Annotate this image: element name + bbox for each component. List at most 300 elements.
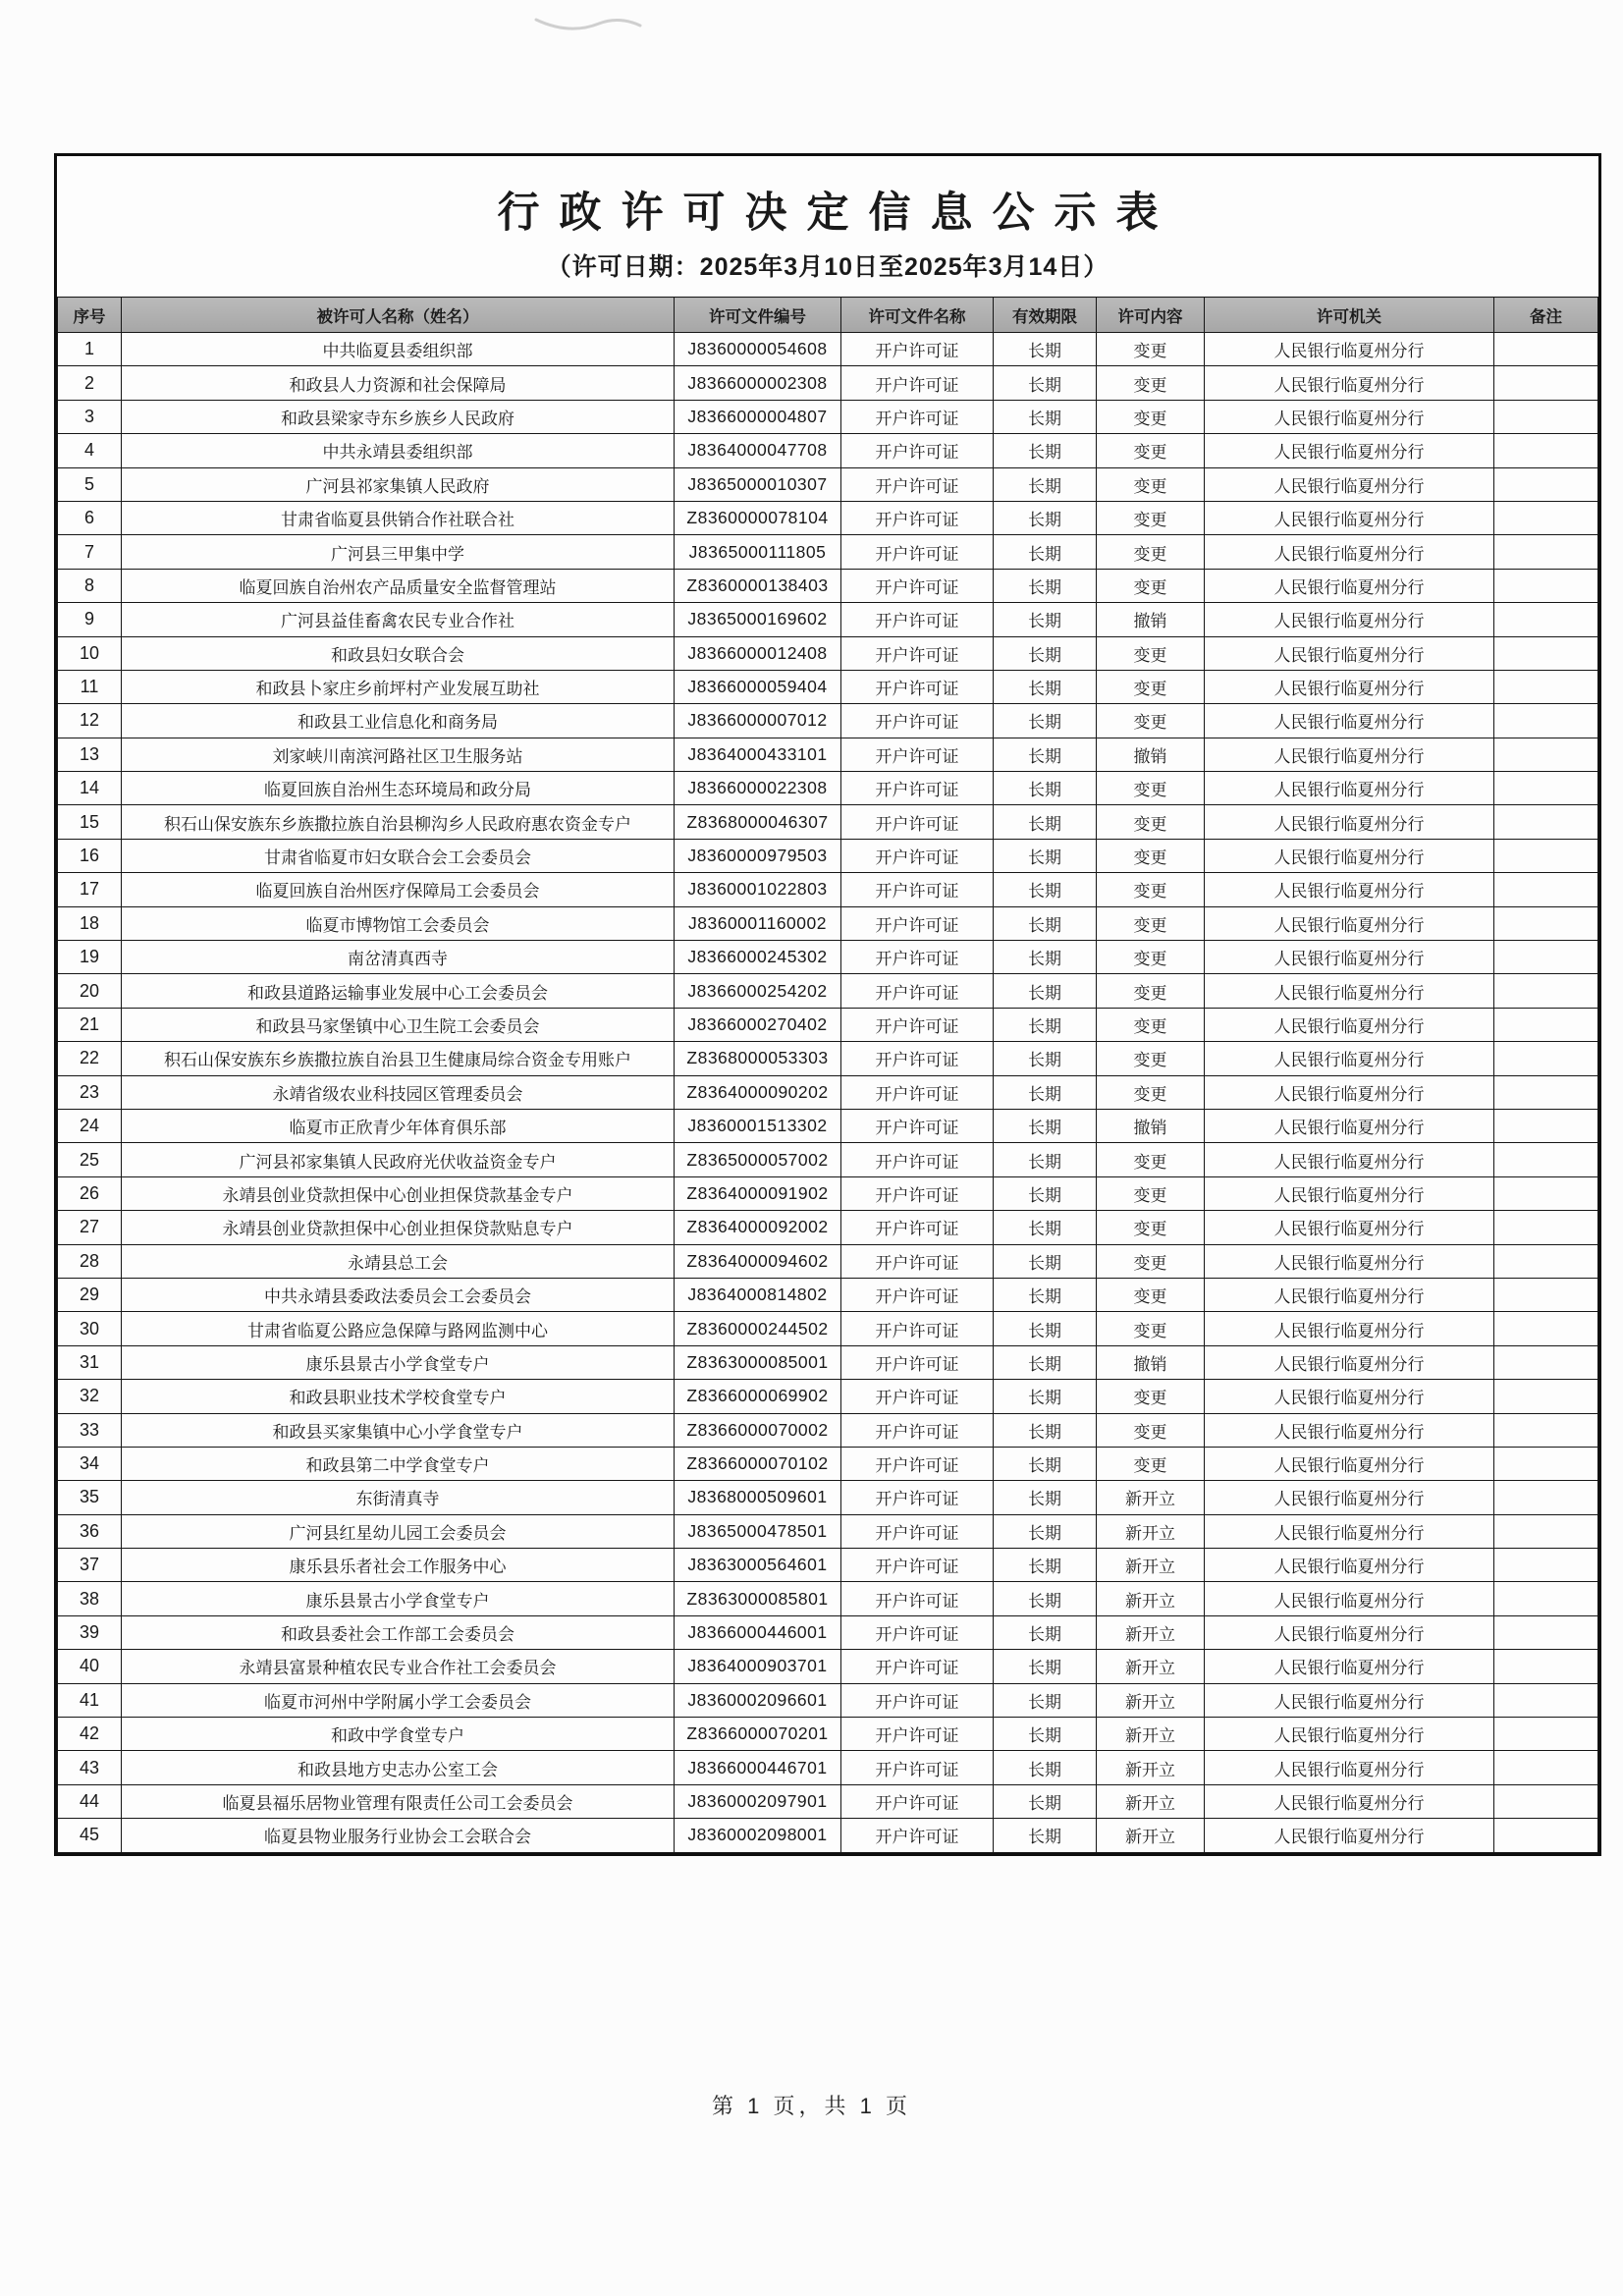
cell-licensee-name: 和政县地方史志办公室工会	[122, 1751, 675, 1784]
cell-seq: 10	[58, 636, 122, 670]
cell-authority: 人民银行临夏州分行	[1205, 1650, 1494, 1683]
cell-license-doc-name: 开户许可证	[841, 704, 994, 738]
cell-license-doc-name: 开户许可证	[841, 1075, 994, 1109]
cell-licensee-name: 康乐县乐者社会工作服务中心	[122, 1549, 675, 1582]
cell-licensee-name: 和政县买家集镇中心小学食堂专户	[122, 1413, 675, 1447]
cell-license-doc-name: 开户许可证	[841, 839, 994, 872]
table-row	[58, 1549, 1598, 1582]
cell-license-content: 变更	[1097, 467, 1205, 501]
cell-licensee-name: 积石山保安族东乡族撒拉族自治县卫生健康局综合资金专用账户	[122, 1042, 675, 1075]
cell-seq: 33	[58, 1413, 122, 1447]
cell-seq: 41	[58, 1683, 122, 1717]
cell-license-content: 新开立	[1097, 1549, 1205, 1582]
cell-validity: 长期	[994, 1784, 1097, 1818]
cell-validity: 长期	[994, 1176, 1097, 1210]
cell-authority: 人民银行临夏州分行	[1205, 1481, 1494, 1514]
cell-license-doc-name: 开户许可证	[841, 1143, 994, 1176]
cell-validity: 长期	[994, 1278, 1097, 1311]
cell-seq: 45	[58, 1819, 122, 1852]
cell-validity: 长期	[994, 1615, 1097, 1649]
table-row	[58, 1784, 1598, 1818]
cell-validity: 长期	[994, 1514, 1097, 1548]
page-title: 行政许可决定信息公示表	[497, 190, 1178, 237]
cell-seq: 42	[58, 1718, 122, 1751]
cell-validity: 长期	[994, 636, 1097, 670]
cell-licensee-name: 南岔清真西寺	[122, 941, 675, 974]
cell-validity: 长期	[994, 873, 1097, 906]
cell-seq: 14	[58, 772, 122, 805]
cell-remark	[1494, 1413, 1598, 1447]
cell-remark	[1494, 1751, 1598, 1784]
cell-licensee-name: 和政县工业信息化和商务局	[122, 704, 675, 738]
cell-license-content: 变更	[1097, 839, 1205, 872]
cell-licensee-name: 广河县祁家集镇人民政府光伏收益资金专户	[122, 1143, 675, 1176]
cell-license-no: J8360000054608	[675, 333, 841, 366]
cell-license-doc-name: 开户许可证	[841, 1549, 994, 1582]
cell-remark	[1494, 1211, 1598, 1244]
cell-license-content: 变更	[1097, 1042, 1205, 1075]
table-row	[58, 1683, 1598, 1717]
cell-authority: 人民银行临夏州分行	[1205, 1042, 1494, 1075]
cell-license-doc-name: 开户许可证	[841, 1751, 994, 1784]
cell-licensee-name: 和政县梁家寺东乡族乡人民政府	[122, 400, 675, 433]
cell-validity: 长期	[994, 1380, 1097, 1413]
cell-validity: 长期	[994, 772, 1097, 805]
cell-license-no: J8364000814802	[675, 1278, 841, 1311]
cell-license-content: 新开立	[1097, 1819, 1205, 1852]
cell-authority: 人民银行临夏州分行	[1205, 1278, 1494, 1311]
cell-licensee-name: 临夏回族自治州医疗保障局工会委员会	[122, 873, 675, 906]
cell-license-doc-name: 开户许可证	[841, 467, 994, 501]
table-row	[58, 1650, 1598, 1683]
cell-remark	[1494, 974, 1598, 1008]
cell-license-content: 变更	[1097, 1380, 1205, 1413]
cell-seq: 7	[58, 535, 122, 569]
cell-remark	[1494, 569, 1598, 602]
cell-remark	[1494, 805, 1598, 839]
cell-license-no: J8365000010307	[675, 467, 841, 501]
table-row	[58, 366, 1598, 400]
column-header-license-no: 许可文件编号	[675, 298, 841, 333]
cell-remark	[1494, 1075, 1598, 1109]
cell-authority: 人民银行临夏州分行	[1205, 333, 1494, 366]
cell-license-no: J8366000059404	[675, 670, 841, 703]
cell-license-no: J8368000509601	[675, 1481, 841, 1514]
cell-license-no: J8364000047708	[675, 434, 841, 467]
cell-authority: 人民银行临夏州分行	[1205, 569, 1494, 602]
column-header-license-doc-name: 许可文件名称	[841, 298, 994, 333]
cell-license-doc-name: 开户许可证	[841, 1582, 994, 1615]
cell-validity: 长期	[994, 1751, 1097, 1784]
cell-remark	[1494, 873, 1598, 906]
cell-authority: 人民银行临夏州分行	[1205, 906, 1494, 940]
column-header-remark: 备注	[1494, 298, 1598, 333]
table-row	[58, 1380, 1598, 1413]
cell-authority: 人民银行临夏州分行	[1205, 1345, 1494, 1379]
cell-license-no: J8366000002308	[675, 366, 841, 400]
cell-license-doc-name: 开户许可证	[841, 1008, 994, 1041]
cell-license-no: Z8364000094602	[675, 1244, 841, 1278]
cell-license-doc-name: 开户许可证	[841, 1345, 994, 1379]
cell-license-no: Z8364000092002	[675, 1211, 841, 1244]
cell-license-doc-name: 开户许可证	[841, 1042, 994, 1075]
cell-validity: 长期	[994, 603, 1097, 636]
cell-license-content: 变更	[1097, 1447, 1205, 1480]
cell-validity: 长期	[994, 1312, 1097, 1345]
cell-licensee-name: 甘肃省临夏公路应急保障与路网监测中心	[122, 1312, 675, 1345]
cell-licensee-name: 和政县第二中学食堂专户	[122, 1447, 675, 1480]
document-frame	[54, 153, 1601, 1856]
cell-authority: 人民银行临夏州分行	[1205, 974, 1494, 1008]
cell-license-content: 变更	[1097, 941, 1205, 974]
table-row	[58, 1109, 1598, 1142]
cell-validity: 长期	[994, 1211, 1097, 1244]
cell-license-doc-name: 开户许可证	[841, 1176, 994, 1210]
cell-seq: 34	[58, 1447, 122, 1480]
cell-license-content: 新开立	[1097, 1683, 1205, 1717]
cell-remark	[1494, 366, 1598, 400]
cell-authority: 人民银行临夏州分行	[1205, 941, 1494, 974]
cell-license-content: 变更	[1097, 333, 1205, 366]
column-header-seq: 序号	[58, 298, 122, 333]
cell-remark	[1494, 603, 1598, 636]
table-row	[58, 1413, 1598, 1447]
cell-validity: 长期	[994, 366, 1097, 400]
cell-license-content: 新开立	[1097, 1582, 1205, 1615]
cell-validity: 长期	[994, 333, 1097, 366]
cell-license-content: 变更	[1097, 1312, 1205, 1345]
cell-seq: 16	[58, 839, 122, 872]
cell-remark	[1494, 467, 1598, 501]
cell-authority: 人民银行临夏州分行	[1205, 1582, 1494, 1615]
cell-remark	[1494, 670, 1598, 703]
cell-remark	[1494, 1615, 1598, 1649]
cell-validity: 长期	[994, 1143, 1097, 1176]
cell-seq: 22	[58, 1042, 122, 1075]
cell-license-no: Z8366000070201	[675, 1718, 841, 1751]
cell-remark	[1494, 839, 1598, 872]
cell-license-doc-name: 开户许可证	[841, 906, 994, 940]
cell-remark	[1494, 772, 1598, 805]
cell-remark	[1494, 1514, 1598, 1548]
cell-license-no: J8365000111805	[675, 535, 841, 569]
cell-license-doc-name: 开户许可证	[841, 1278, 994, 1311]
column-header-validity: 有效期限	[994, 298, 1097, 333]
cell-license-no: Z8368000053303	[675, 1042, 841, 1075]
cell-validity: 长期	[994, 400, 1097, 433]
column-header-authority: 许可机关	[1205, 298, 1494, 333]
table-row	[58, 1481, 1598, 1514]
table-row	[58, 1514, 1598, 1548]
table-row	[58, 1447, 1598, 1480]
scan-mark	[530, 6, 648, 41]
table-row	[58, 434, 1598, 467]
cell-license-doc-name: 开户许可证	[841, 670, 994, 703]
table-row	[58, 738, 1598, 771]
table-row	[58, 873, 1598, 906]
cell-licensee-name: 临夏回族自治州生态环境局和政分局	[122, 772, 675, 805]
cell-license-doc-name: 开户许可证	[841, 1447, 994, 1480]
cell-license-no: J8365000478501	[675, 1514, 841, 1548]
cell-seq: 35	[58, 1481, 122, 1514]
cell-license-content: 变更	[1097, 873, 1205, 906]
table-row	[58, 1582, 1598, 1615]
cell-licensee-name: 广河县三甲集中学	[122, 535, 675, 569]
cell-license-doc-name: 开户许可证	[841, 434, 994, 467]
cell-validity: 长期	[994, 704, 1097, 738]
cell-licensee-name: 积石山保安族东乡族撒拉族自治县柳沟乡人民政府惠农资金专户	[122, 805, 675, 839]
cell-remark	[1494, 1042, 1598, 1075]
cell-seq: 31	[58, 1345, 122, 1379]
cell-remark	[1494, 1008, 1598, 1041]
cell-license-no: Z8366000069902	[675, 1380, 841, 1413]
cell-license-doc-name: 开户许可证	[841, 1650, 994, 1683]
cell-license-no: J8364000903701	[675, 1650, 841, 1683]
cell-authority: 人民银行临夏州分行	[1205, 1244, 1494, 1278]
cell-seq: 28	[58, 1244, 122, 1278]
table-row	[58, 1751, 1598, 1784]
table-row	[58, 1244, 1598, 1278]
cell-licensee-name: 临夏县福乐居物业管理有限责任公司工会委员会	[122, 1784, 675, 1818]
cell-license-content: 变更	[1097, 1143, 1205, 1176]
cell-license-content: 变更	[1097, 569, 1205, 602]
cell-remark	[1494, 1143, 1598, 1176]
cell-authority: 人民银行临夏州分行	[1205, 772, 1494, 805]
table-row	[58, 400, 1598, 433]
cell-licensee-name: 康乐县景古小学食堂专户	[122, 1345, 675, 1379]
cell-license-doc-name: 开户许可证	[841, 1211, 994, 1244]
cell-license-content: 新开立	[1097, 1481, 1205, 1514]
cell-license-no: J8360001022803	[675, 873, 841, 906]
cell-license-content: 变更	[1097, 636, 1205, 670]
cell-seq: 13	[58, 738, 122, 771]
cell-license-content: 变更	[1097, 501, 1205, 534]
table-row	[58, 1615, 1598, 1649]
cell-license-no: J8366000004807	[675, 400, 841, 433]
cell-license-doc-name: 开户许可证	[841, 636, 994, 670]
cell-remark	[1494, 1447, 1598, 1480]
table-row	[58, 704, 1598, 738]
cell-license-no: J8366000254202	[675, 974, 841, 1008]
cell-seq: 29	[58, 1278, 122, 1311]
cell-licensee-name: 和政县卜家庄乡前坪村产业发展互助社	[122, 670, 675, 703]
cell-license-no: Z8368000046307	[675, 805, 841, 839]
cell-license-doc-name: 开户许可证	[841, 772, 994, 805]
cell-license-doc-name: 开户许可证	[841, 1109, 994, 1142]
cell-licensee-name: 中共临夏县委组织部	[122, 333, 675, 366]
cell-authority: 人民银行临夏州分行	[1205, 1380, 1494, 1413]
cell-validity: 长期	[994, 1075, 1097, 1109]
cell-authority: 人民银行临夏州分行	[1205, 1447, 1494, 1480]
cell-remark	[1494, 1345, 1598, 1379]
cell-license-no: Z8363000085801	[675, 1582, 841, 1615]
cell-seq: 20	[58, 974, 122, 1008]
cell-seq: 39	[58, 1615, 122, 1649]
cell-licensee-name: 临夏市博物馆工会委员会	[122, 906, 675, 940]
cell-remark	[1494, 1278, 1598, 1311]
cell-license-no: J8364000433101	[675, 738, 841, 771]
cell-license-content: 变更	[1097, 434, 1205, 467]
cell-seq: 5	[58, 467, 122, 501]
cell-remark	[1494, 333, 1598, 366]
cell-license-content: 变更	[1097, 974, 1205, 1008]
cell-authority: 人民银行临夏州分行	[1205, 1211, 1494, 1244]
cell-license-doc-name: 开户许可证	[841, 603, 994, 636]
cell-remark	[1494, 1549, 1598, 1582]
cell-license-no: J8360002097901	[675, 1784, 841, 1818]
cell-remark	[1494, 434, 1598, 467]
cell-seq: 30	[58, 1312, 122, 1345]
cell-license-no: J8366000012408	[675, 636, 841, 670]
cell-license-content: 撤销	[1097, 1109, 1205, 1142]
cell-license-doc-name: 开户许可证	[841, 1413, 994, 1447]
table-row	[58, 1278, 1598, 1311]
cell-license-doc-name: 开户许可证	[841, 805, 994, 839]
cell-license-content: 新开立	[1097, 1650, 1205, 1683]
cell-seq: 25	[58, 1143, 122, 1176]
cell-license-doc-name: 开户许可证	[841, 1718, 994, 1751]
table-header-row	[58, 298, 1598, 333]
cell-authority: 人民银行临夏州分行	[1205, 1143, 1494, 1176]
cell-license-doc-name: 开户许可证	[841, 535, 994, 569]
cell-authority: 人民银行临夏州分行	[1205, 603, 1494, 636]
cell-validity: 长期	[994, 569, 1097, 602]
cell-license-no: J8360002098001	[675, 1819, 841, 1852]
cell-license-no: J8363000564601	[675, 1549, 841, 1582]
cell-license-no: J8366000022308	[675, 772, 841, 805]
cell-license-no: Z8360000244502	[675, 1312, 841, 1345]
cell-licensee-name: 康乐县景古小学食堂专户	[122, 1582, 675, 1615]
cell-license-doc-name: 开户许可证	[841, 1683, 994, 1717]
cell-licensee-name: 临夏市正欣青少年体育俱乐部	[122, 1109, 675, 1142]
cell-licensee-name: 甘肃省临夏县供销合作社联合社	[122, 501, 675, 534]
cell-license-no: Z8364000091902	[675, 1176, 841, 1210]
page-number: 第 1 页，共 1 页	[712, 2094, 911, 2118]
table-row	[58, 772, 1598, 805]
cell-remark	[1494, 1380, 1598, 1413]
table-row	[58, 906, 1598, 940]
cell-authority: 人民银行临夏州分行	[1205, 704, 1494, 738]
table-row	[58, 1345, 1598, 1379]
cell-license-content: 新开立	[1097, 1718, 1205, 1751]
cell-authority: 人民银行临夏州分行	[1205, 1784, 1494, 1818]
table-row	[58, 839, 1598, 872]
cell-seq: 26	[58, 1176, 122, 1210]
cell-validity: 长期	[994, 501, 1097, 534]
cell-license-doc-name: 开户许可证	[841, 366, 994, 400]
cell-seq: 27	[58, 1211, 122, 1244]
cell-license-doc-name: 开户许可证	[841, 1784, 994, 1818]
cell-license-content: 新开立	[1097, 1751, 1205, 1784]
cell-license-content: 撤销	[1097, 1345, 1205, 1379]
cell-validity: 长期	[994, 974, 1097, 1008]
cell-licensee-name: 临夏市河州中学附属小学工会委员会	[122, 1683, 675, 1717]
cell-authority: 人民银行临夏州分行	[1205, 805, 1494, 839]
cell-license-no: J8360001160002	[675, 906, 841, 940]
cell-license-doc-name: 开户许可证	[841, 400, 994, 433]
cell-seq: 40	[58, 1650, 122, 1683]
cell-licensee-name: 永靖县创业贷款担保中心创业担保贷款基金专户	[122, 1176, 675, 1210]
cell-authority: 人民银行临夏州分行	[1205, 1615, 1494, 1649]
cell-seq: 15	[58, 805, 122, 839]
table-row	[58, 1718, 1598, 1751]
cell-license-content: 变更	[1097, 535, 1205, 569]
cell-remark	[1494, 1244, 1598, 1278]
table-row	[58, 941, 1598, 974]
cell-license-content: 变更	[1097, 366, 1205, 400]
cell-seq: 18	[58, 906, 122, 940]
cell-authority: 人民银行临夏州分行	[1205, 434, 1494, 467]
cell-license-no: J8360001513302	[675, 1109, 841, 1142]
cell-license-content: 变更	[1097, 1244, 1205, 1278]
cell-validity: 长期	[994, 1683, 1097, 1717]
cell-licensee-name: 东街清真寺	[122, 1481, 675, 1514]
cell-licensee-name: 甘肃省临夏市妇女联合会工会委员会	[122, 839, 675, 872]
cell-remark	[1494, 738, 1598, 771]
cell-seq: 38	[58, 1582, 122, 1615]
cell-validity: 长期	[994, 906, 1097, 940]
cell-license-no: Z8366000070102	[675, 1447, 841, 1480]
cell-license-no: Z8365000057002	[675, 1143, 841, 1176]
cell-authority: 人民银行临夏州分行	[1205, 1413, 1494, 1447]
cell-license-doc-name: 开户许可证	[841, 941, 994, 974]
cell-validity: 长期	[994, 839, 1097, 872]
cell-validity: 长期	[994, 941, 1097, 974]
cell-authority: 人民银行临夏州分行	[1205, 636, 1494, 670]
cell-remark	[1494, 636, 1598, 670]
cell-authority: 人民银行临夏州分行	[1205, 1008, 1494, 1041]
cell-seq: 24	[58, 1109, 122, 1142]
table-row	[58, 1075, 1598, 1109]
cell-licensee-name: 临夏回族自治州农产品质量安全监督管理站	[122, 569, 675, 602]
cell-licensee-name: 和政中学食堂专户	[122, 1718, 675, 1751]
page-subtitle: （许可日期：2025年3月10日至2025年3月14日）	[546, 253, 1109, 281]
cell-validity: 长期	[994, 434, 1097, 467]
cell-authority: 人民银行临夏州分行	[1205, 1109, 1494, 1142]
cell-remark	[1494, 1481, 1598, 1514]
cell-remark	[1494, 535, 1598, 569]
cell-authority: 人民银行临夏州分行	[1205, 1312, 1494, 1345]
cell-license-no: J8366000446001	[675, 1615, 841, 1649]
cell-authority: 人民银行临夏州分行	[1205, 1718, 1494, 1751]
cell-remark	[1494, 501, 1598, 534]
cell-license-no: J8366000245302	[675, 941, 841, 974]
cell-validity: 长期	[994, 738, 1097, 771]
cell-seq: 44	[58, 1784, 122, 1818]
cell-seq: 21	[58, 1008, 122, 1041]
cell-license-content: 变更	[1097, 772, 1205, 805]
cell-license-doc-name: 开户许可证	[841, 1312, 994, 1345]
cell-license-content: 变更	[1097, 1075, 1205, 1109]
cell-remark	[1494, 1683, 1598, 1717]
cell-remark	[1494, 1312, 1598, 1345]
cell-license-no: Z8366000070002	[675, 1413, 841, 1447]
cell-seq: 37	[58, 1549, 122, 1582]
table-row	[58, 501, 1598, 534]
cell-seq: 4	[58, 434, 122, 467]
cell-validity: 长期	[994, 1549, 1097, 1582]
cell-license-no: J8365000169602	[675, 603, 841, 636]
cell-licensee-name: 中共永靖县委政法委员会工会委员会	[122, 1278, 675, 1311]
cell-license-content: 变更	[1097, 1008, 1205, 1041]
table-row	[58, 1008, 1598, 1041]
cell-validity: 长期	[994, 1481, 1097, 1514]
cell-license-content: 变更	[1097, 906, 1205, 940]
cell-license-content: 撤销	[1097, 603, 1205, 636]
cell-validity: 长期	[994, 1582, 1097, 1615]
cell-license-content: 变更	[1097, 1413, 1205, 1447]
cell-remark	[1494, 1582, 1598, 1615]
